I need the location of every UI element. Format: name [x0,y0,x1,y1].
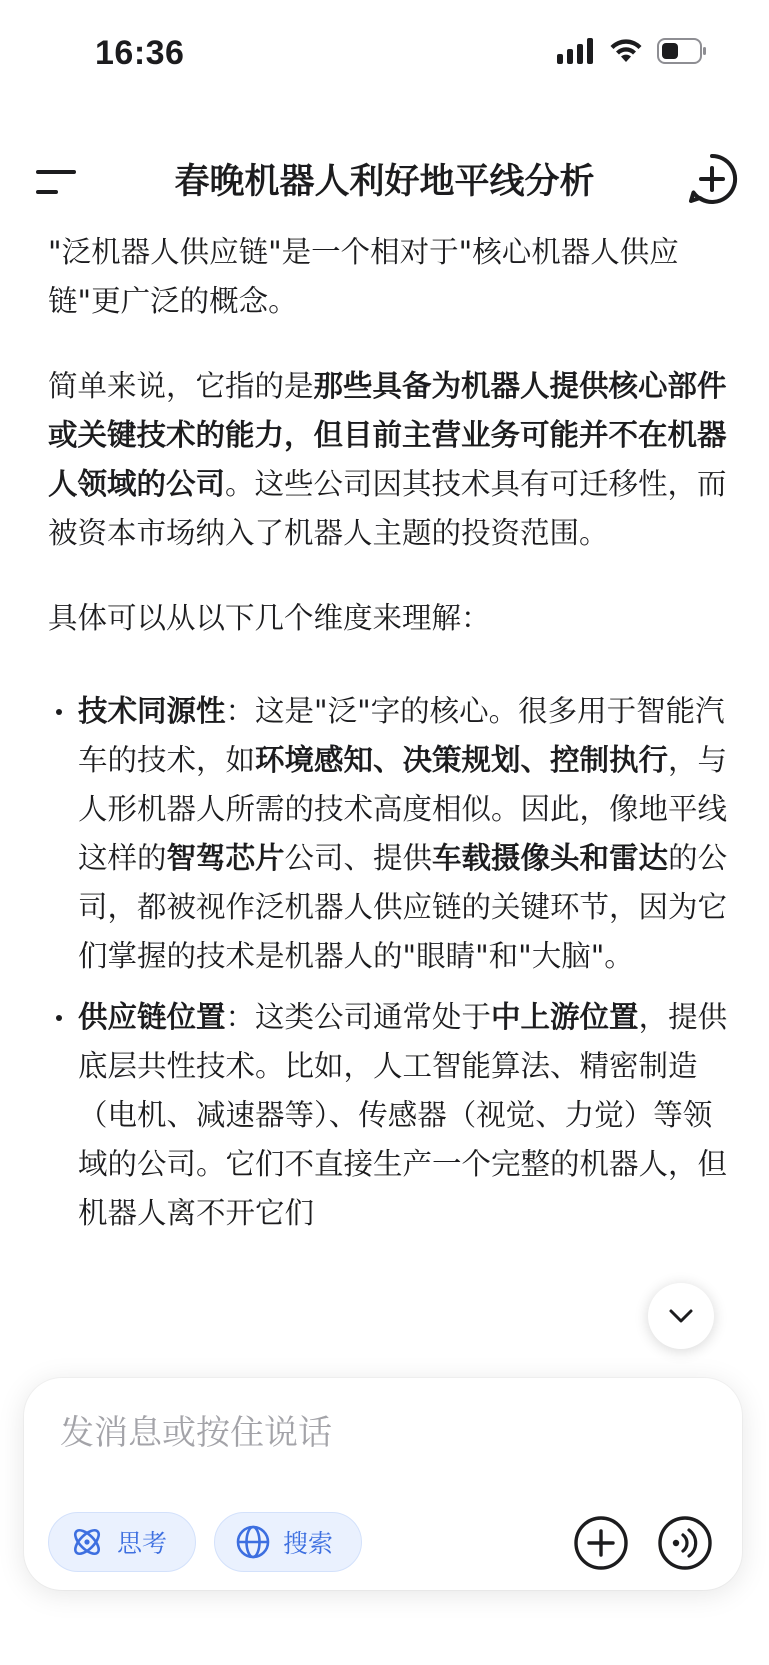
text-span: 公司、提供 [284,841,433,875]
text-span: ： [225,694,256,728]
status-bar [0,0,769,110]
status-time: 16:36 [95,34,185,72]
bold-text: 智驾芯片 [166,841,285,875]
globe-icon [235,1524,271,1560]
bold-text: 车载摄像头和雷达 [432,841,669,875]
text-span: 。这些公司因其技术具有可迁移性，而被资本市场纳入了机器人主题的投资范围。 [48,467,727,550]
new-chat-icon[interactable] [685,152,739,206]
chevron-down-icon [667,1307,695,1325]
search-button[interactable] [214,1512,362,1572]
search-label: 搜索 [283,1529,334,1558]
text-span: 这类公司通常处于 [255,1000,492,1034]
page-title: 春晚机器人利好地平线分析 [174,162,595,202]
signal-icon [557,38,595,64]
bold-text: 中上游位置 [491,1000,639,1034]
wifi-icon [609,38,643,64]
assistant-message [48,228,728,1250]
bullet-list [48,687,728,1238]
voice-icon[interactable] [656,1514,714,1572]
paragraph [48,362,728,558]
bullet-heading: 供应链位置 [78,1000,226,1034]
list-item [48,993,728,1238]
message-composer [24,1378,742,1590]
scroll-down-button[interactable] [648,1283,714,1349]
bold-text: 环境感知、决策规划、控制执行 [255,743,669,777]
text-span: ： [225,1000,256,1034]
text-span: ，与人形机器人所需的技术高度相似。因此，像地平线这样的 [78,743,728,875]
think-label: 思考 [117,1529,168,1558]
status-icons [557,38,707,64]
list-item [48,687,728,981]
bullet-heading: 技术同源性 [78,694,226,728]
text-span: 简单来说，它指的是 [48,369,314,403]
bold-text: 那些具备为机器人提供核心部件或关键技术的能力，但目前主营业务可能并不在机器人领域的公司 [48,369,727,501]
paragraph: 具体可以从以下几个维度来理解： [48,601,491,635]
text-span: ，提供底层共性技术。比如，人工智能算法、精密制造（电机、减速器等）、传感器（视觉、力觉）等领域的公司。它们不直接生产一个完整的机器人，但机器人离不开它们 [78,1000,728,1230]
think-button[interactable] [48,1512,196,1572]
atom-icon [69,1524,105,1560]
menu-icon[interactable] [32,158,80,198]
message-input[interactable] [58,1404,702,1462]
paragraph: "泛机器人供应链"是一个相对于"核心机器人供应链"更广泛的概念。 [48,235,679,318]
battery-icon [657,38,707,64]
plus-circle-icon[interactable] [572,1514,630,1572]
text-span: 这是"泛"字的核心。很多用于智能汽车的技术，如 [78,694,725,777]
chat-header [0,140,769,220]
text-span: 的公司，都被视作泛机器人供应链的关键环节，因为它们掌握的技术是机器人的"眼睛"和"大脑"。 [78,841,728,973]
